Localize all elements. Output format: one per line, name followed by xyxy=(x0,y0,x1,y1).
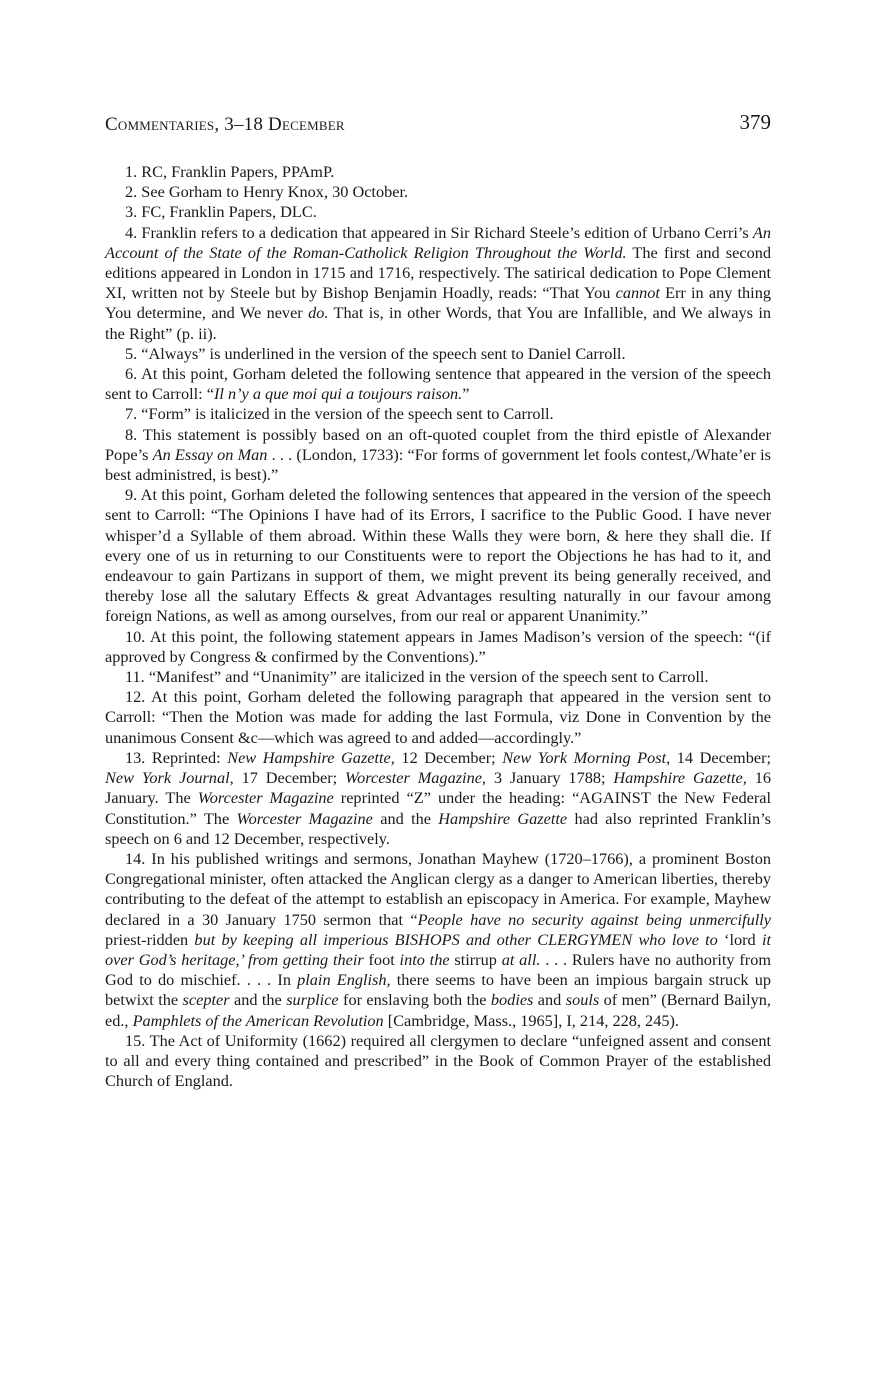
endnote xyxy=(105,182,771,202)
endnote-italic-run: bodies xyxy=(490,990,534,1010)
endnote-text-run: ” xyxy=(462,384,470,404)
endnote-text-run: Err in any thing You determine, and We never xyxy=(105,283,771,323)
endnote-text-run: 3 January 1788; xyxy=(486,768,614,788)
endnote-italic-run: surplice xyxy=(286,990,339,1010)
endnote-italic-run: People have no security against being unmercifully xyxy=(417,909,771,929)
endnote-italic-run: scepter xyxy=(182,990,230,1010)
endnote-italic-run: do. xyxy=(308,303,329,323)
endnote xyxy=(105,223,771,344)
endnote xyxy=(105,849,771,1031)
endnote-italic-run: plain English, xyxy=(297,970,391,990)
endnote-text-run: 17 December; xyxy=(233,768,346,788)
endnote-italic-run: it over God’s heritage,’ from getting their xyxy=(105,929,771,969)
endnote-text-run: 7. “Form” is italicized in the version of the speech sent to Carroll. xyxy=(125,404,554,424)
endnote-text-run: ‘lord xyxy=(717,929,762,949)
endnote-text-run: 13. Reprinted: xyxy=(125,747,228,767)
endnote-text-run: 5. “Always” is underlined in the version of the speech sent to Daniel Carroll. xyxy=(125,343,626,363)
endnote xyxy=(105,1031,771,1092)
endnote-text-run: 12. At this point, Gorham deleted the following paragraph that appeared in the version sent to Carroll: “Then the Motion was made for adding the last Formula, viz Done in Convention by the unanimous Consent &c—which was agreed to and added—accordingly.” xyxy=(105,687,771,747)
endnote-italic-run: New Hampshire Gazette, xyxy=(227,747,395,767)
endnote-text-run: . . . Rulers have no authority from God to do mischief. . . . In xyxy=(105,949,772,990)
endnote xyxy=(105,485,771,626)
running-title: Commentaries, 3–18 December xyxy=(105,114,345,135)
endnote-italic-run: into the xyxy=(399,949,450,969)
endnote-text-run: for enslaving both the xyxy=(338,990,491,1010)
endnote-text-run: 12 December; xyxy=(394,747,503,767)
endnote-text-run: 16 January. The xyxy=(105,768,772,808)
endnote xyxy=(105,425,771,486)
endnote xyxy=(105,162,771,182)
endnote xyxy=(105,687,771,748)
endnote-italic-run: Hampshire Gazette xyxy=(438,808,568,828)
endnote-text-run: . . . (London, 1733): “For forms of government let fools contest,/Whate’er is best administred, is best).” xyxy=(105,444,771,485)
endnote-text-run: reprinted “Z” under the heading: “AGAINST the New Federal Constitution.” The xyxy=(105,788,771,828)
endnote-text-run: 6. At this point, Gorham deleted the following sentence that appeared in the version of the speech sent to Carroll: “ xyxy=(105,364,771,404)
endnote-italic-run: cannot xyxy=(615,283,660,303)
running-head xyxy=(105,110,771,140)
endnote-text-run: had also reprinted Franklin’s speech on 6 and 12 December, respectively. xyxy=(105,808,771,848)
endnote-text-run: foot xyxy=(363,949,400,969)
endnote-text-run: 14 December; xyxy=(670,747,772,767)
endnote-text-run: 9. At this point, Gorham deleted the following sentences that appeared in the version of the speech sent to Carroll: “The Opinions I have had of its Errors, I sacrifice to the Public Good. I have never whisper’d a Syllable of them abroad. Within these Walls they were born, & here they shall die. If every one of us in returning to our Constituents were to report the Objections he has had to it, and endeavour to gain Partizans in support of them, we might prevent its being generally received, and thereby lose all the salutary Effects & great Advantages resulting naturally in our favour among foreign Nations, as well as among ourselves, from our real or apparent Unanimity.” xyxy=(105,485,771,626)
endnote-text-run: The first and second editions appeared in London in 1715 and 1716, respectively. The satirical dedication to Pope Clement XI, written not by Steele but by Bishop Benjamin Hoadly, reads: “That You xyxy=(105,242,771,303)
endnote-text-run: of men” (Bernard Bailyn, ed., xyxy=(105,990,772,1030)
endnote xyxy=(105,202,771,222)
endnote-italic-run: Hampshire Gazette, xyxy=(613,768,747,788)
endnote-text-run: 3. FC, Franklin Papers, DLC. xyxy=(125,202,317,222)
endnote-text-run: priest-ridden xyxy=(105,929,195,949)
endnote xyxy=(105,404,771,424)
endnote-text-run: and the xyxy=(372,808,439,828)
endnote-text-run: That is, in other Words, that You are Infallible, and We always in the Right” (p. ii). xyxy=(105,303,771,343)
endnote-italic-run: at all. xyxy=(501,949,541,969)
endnote xyxy=(105,748,771,849)
endnote-italic-run: Worcester Magazine xyxy=(197,788,334,808)
endnote-italic-run: but by keeping all imperious BISHOPS and other CLERGYMEN who love to xyxy=(194,929,718,949)
endnote-italic-run: Worcester Magazine xyxy=(236,808,373,828)
endnote-text-run: 15. The Act of Uniformity (1662) required all clergymen to declare “unfeigned assent and consent to all and every thing contained and prescribed” in the Book of Common Prayer of the established Church of England. xyxy=(105,1030,771,1091)
endnote-text-run: [Cambridge, Mass., 1965], I, 214, 228, 245). xyxy=(383,1010,679,1030)
endnote-italic-run: New York Morning Post, xyxy=(502,747,671,767)
endnote-text-run: and the xyxy=(229,990,287,1010)
endnote-text-run: 14. In his published writings and sermons, Jonathan Mayhew (1720–1766), a prominent Boston Congregational minister, often attacked the Anglican clergy as a danger to American liberties, thereby contributing to the defeat of the attempt to establish an episcopacy in America. For example, Mayhew declared in a 30 January 1750 sermon that “ xyxy=(105,848,771,929)
endnotes xyxy=(105,162,771,1091)
endnote-italic-run: Worcester Magazine, xyxy=(345,768,487,788)
endnote-text-run: stirrup xyxy=(449,949,502,969)
endnote-text-run: there seems to have been an impious bargain struck up betwixt the xyxy=(105,970,771,1010)
endnote-italic-run: An Account of the State of the Roman-Catholick Religion Throughout the World. xyxy=(105,222,771,262)
endnote-text-run: 2. See Gorham to Henry Knox, 30 October. xyxy=(125,182,409,202)
endnote xyxy=(105,667,771,687)
page-number: 379 xyxy=(739,110,771,134)
endnote-text-run: and xyxy=(533,990,566,1010)
endnote-text-run: 10. At this point, the following statement appears in James Madison’s version of the speech: “(if approved by Congress & confirmed by the Conventions).” xyxy=(105,626,771,666)
endnote xyxy=(105,627,771,667)
endnote xyxy=(105,344,771,364)
endnote-italic-run: Pamphlets of the American Revolution xyxy=(132,1010,384,1030)
endnote-text-run: 8. This statement is possibly based on an oft-quoted couplet from the third epistle of Alexander Pope’s xyxy=(105,424,771,464)
endnote-italic-run: An Essay on Man xyxy=(152,444,268,464)
endnote-text-run: 4. Franklin refers to a dedication that appeared in Sir Richard Steele’s edition of Urbano Cerri’s xyxy=(125,222,753,242)
endnote-text-run: 11. “Manifest” and “Unanimity” are italicized in the version of the speech sent to Carroll. xyxy=(125,667,709,687)
endnote-italic-run: souls xyxy=(565,990,600,1010)
endnote-italic-run: Il n’y a que moi qui a toujours raison. xyxy=(213,384,463,404)
endnote-text-run: 1. RC, Franklin Papers, PPAmP. xyxy=(125,162,335,181)
endnote-italic-run: New York Journal, xyxy=(105,768,234,788)
endnote xyxy=(105,364,771,404)
